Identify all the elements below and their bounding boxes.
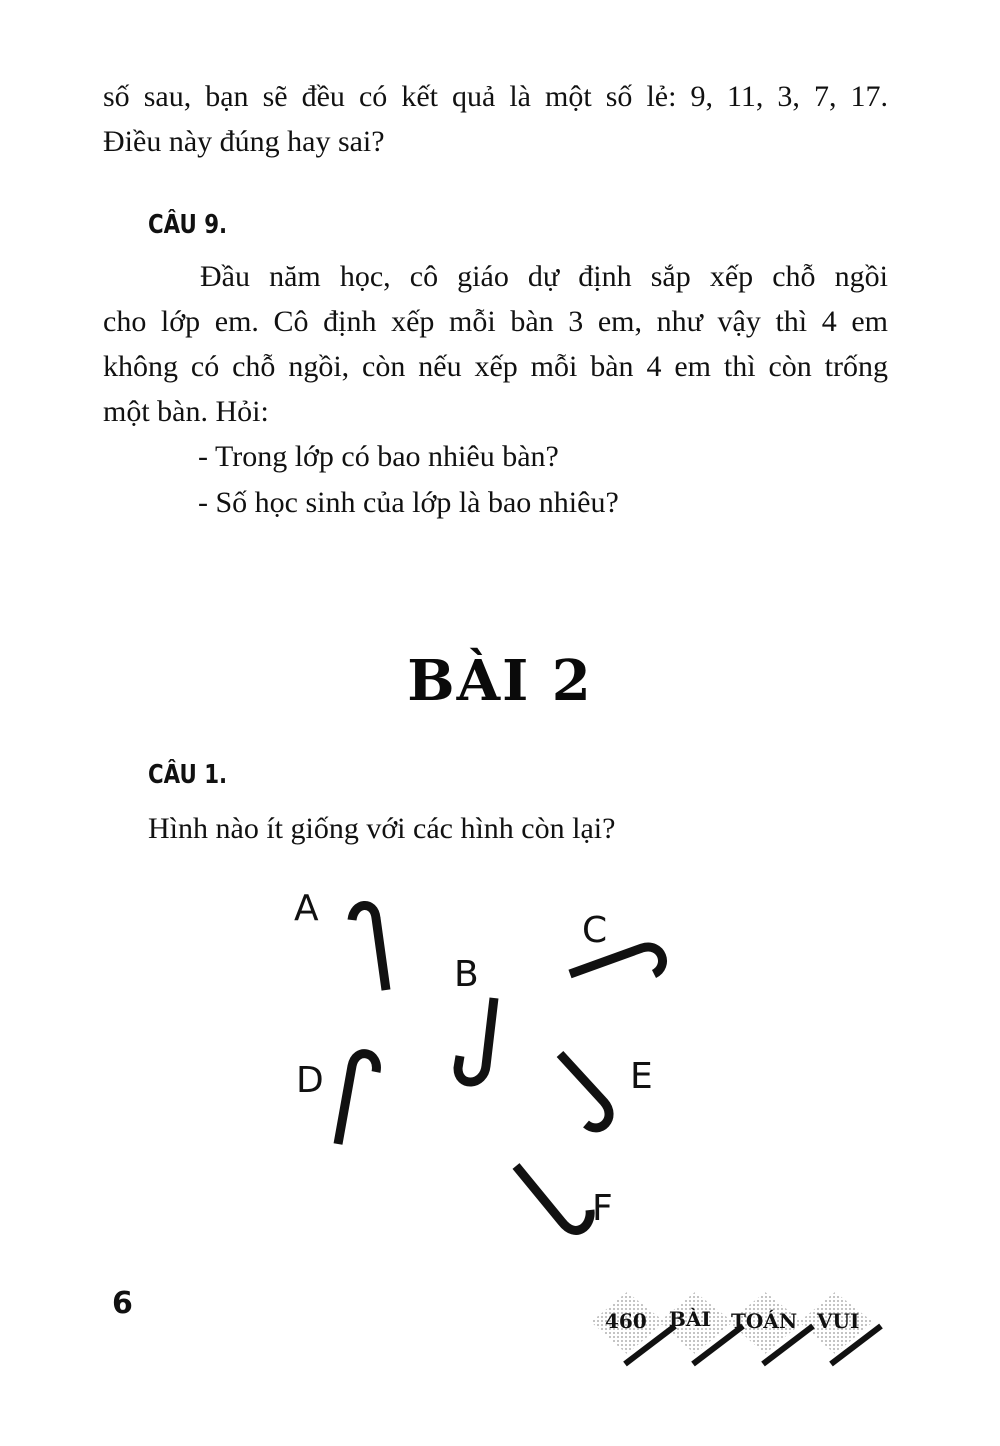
banner-word-toan: TOÁN	[731, 1309, 798, 1333]
hook-shape-d	[338, 1054, 376, 1144]
hook-figure	[270, 880, 710, 1260]
figure-label-e: E	[630, 1056, 653, 1097]
question-9-title: CÂU 9.	[148, 210, 228, 240]
figure-label-c: C	[582, 910, 608, 951]
question-9-body	[103, 254, 888, 434]
banner-word-bai: BÀI	[669, 1307, 711, 1331]
question-1-title: CÂU 1.	[148, 760, 228, 790]
figure-label-f: F	[592, 1188, 613, 1229]
question-9-line-2: cho lớp em. Cô định xếp mỗi bàn 3 em, như vậy thì 4 em	[103, 305, 888, 338]
book-title-banner	[585, 1288, 885, 1368]
hook-shape-b	[458, 998, 494, 1082]
intro-line-1: số sau, bạn sẽ đều có kết quả là một số lẻ: 9, 11, 3, 7, 17.	[103, 80, 888, 113]
question-1-prompt: Hình nào ít giống với các hình còn lại?	[148, 812, 616, 845]
banner-word-vui: VUI	[817, 1309, 860, 1333]
hook-shape-c	[570, 947, 663, 974]
question-9-line-1: Đầu năm học, cô giáo dự định sắp xếp chỗ ngồi	[200, 260, 888, 293]
intro-paragraph	[103, 74, 888, 164]
lesson-title: BÀI 2	[407, 648, 593, 714]
figure-label-a: A	[294, 888, 319, 929]
banner-word-460: 460	[605, 1309, 647, 1333]
figure-label-d: D	[296, 1060, 324, 1101]
question-9-bullet-1: - Trong lớp có bao nhiêu bàn?	[198, 440, 559, 473]
question-9-line-3: không có chỗ ngồi, còn nếu xếp mỗi bàn 4 em thì còn trống	[103, 350, 888, 383]
question-9-line-4: một bàn. Hỏi:	[103, 395, 269, 428]
figure-label-b: B	[454, 954, 479, 995]
page-number: 6	[112, 1286, 133, 1321]
hook-shape-e	[560, 1054, 609, 1128]
question-9-bullet-2: - Số học sinh của lớp là bao nhiêu?	[198, 486, 619, 519]
intro-line-2: Điều này đúng hay sai?	[103, 125, 385, 158]
hook-shape-a	[352, 905, 386, 990]
hook-shape-f	[516, 1166, 590, 1230]
